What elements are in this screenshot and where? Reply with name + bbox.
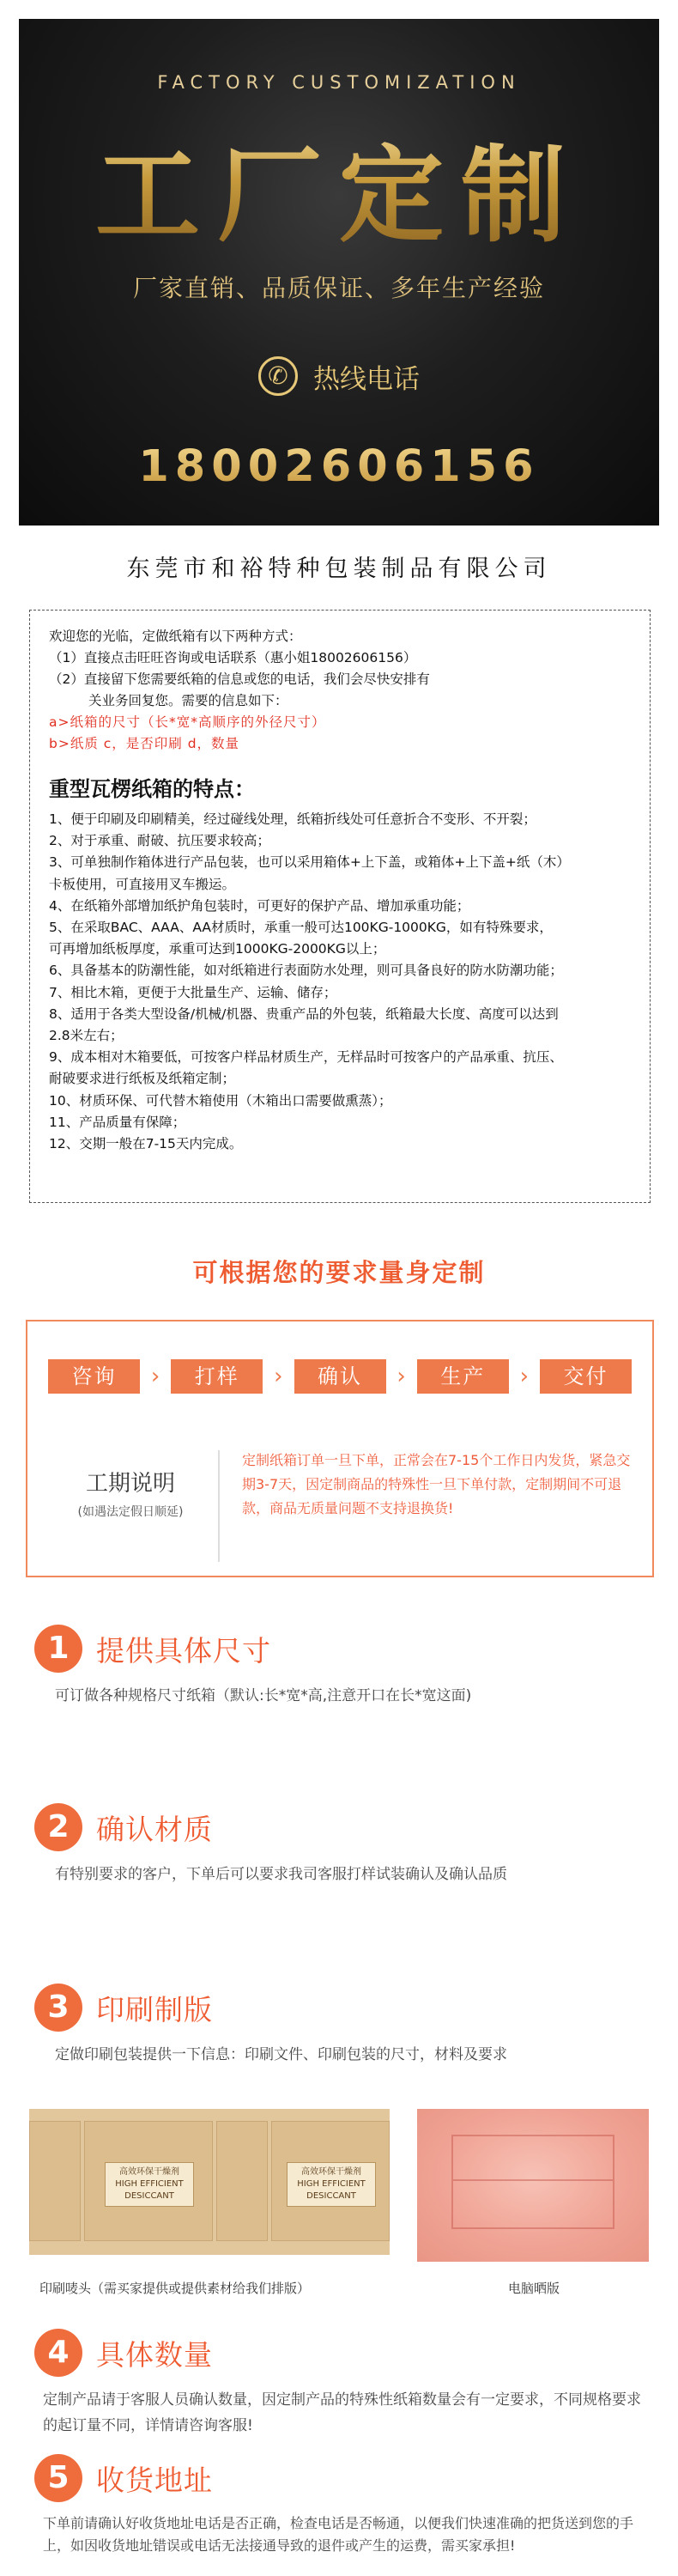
feature-item: 8、适用于各类大型设备/机械/机器、贵重产品的外包装，纸箱最大长度、高度可以达到 [49, 1005, 559, 1022]
period-text: 定制纸箱订单一旦下单，正常会在7-15个工作日内发货，紧急交期3-7天，因定制商品的特殊性一旦下单付款，定制期间不可退款，商品无质量问题不支持退换货! [242, 1452, 631, 1516]
feature-item-cont: 卡板使用，可直接用叉车搬运。 [49, 876, 236, 892]
section-quantity [34, 2329, 652, 2439]
feature-item: 12、交期一般在7-15天内完成。 [49, 1136, 243, 1152]
features-title: 重型瓦楞纸箱的特点： [49, 777, 255, 801]
arrow-icon: › [274, 1364, 283, 1389]
feature-item-cont: 耐破要求进行纸板及纸箱定制； [49, 1071, 236, 1087]
hotline-label: 热线电话 [313, 363, 420, 395]
section-title: 收货地址 [96, 2463, 213, 2497]
feature-item: 2、对于承重、耐破、抗压要求较高； [49, 833, 270, 849]
section-title: 确认材质 [96, 1812, 213, 1846]
section-number: 1 [34, 1625, 82, 1673]
section-address [34, 2454, 652, 2557]
step-sample: 打样 [171, 1359, 263, 1394]
caption-plate: 电脑晒版 [508, 2281, 560, 2296]
feature-item-cont: 可再增加纸板厚度，承重可达到1000KG-2000KG以上； [49, 941, 386, 957]
hero-banner [19, 19, 659, 526]
custom-section-title: 可根据您的要求量身定制 [192, 1258, 486, 1287]
section-title: 印刷制版 [96, 1992, 213, 2026]
company-name: 东莞市和裕特种包装制品有限公司 [126, 556, 552, 582]
section-number: 5 [34, 2454, 82, 2502]
process-box [26, 1320, 654, 1577]
feature-item: 3、可单独制作箱体进行产品包装，也可以采用箱体+上下盖，或箱体+上下盖+纸（木） [49, 854, 570, 871]
hero-tagline: 厂家直销、品质保证、多年生产经验 [132, 274, 545, 302]
carton-print-image [29, 2109, 390, 2255]
caption-print-mark: 印刷唛头（需买家提供或提供素材给我们排版） [39, 2281, 311, 2296]
print-plate-image [417, 2109, 649, 2262]
section-number: 3 [34, 1984, 82, 2032]
step-consult: 咨询 [48, 1359, 140, 1394]
feature-item: 10、材质环保、可代替木箱使用（木箱出口需要做熏蒸）； [49, 1092, 392, 1109]
section-title: 具体数量 [96, 2337, 213, 2372]
section-body: 定制产品请于客服人员确认数量，因定制产品的特殊性纸箱数量会有一定要求，不同规格要求的起订量不同，详情请咨询客服! [43, 2391, 641, 2434]
notice-method-2-cont: 关业务回复您。需要的信息如下： [88, 693, 288, 708]
divider [218, 1450, 220, 1562]
section-body: 可订做各种规格尺寸纸箱（默认:长*宽*高,注意开口在长*宽这面) [55, 1687, 472, 1704]
notice-method-2: （2）直接留下您需要纸箱的信息或您的电话，我们会尽快安排有 [49, 671, 430, 687]
notice-method-1: （1）直接点击旺旺咨询或电话联系（惠小姐18002606156） [49, 650, 417, 665]
notice-box [29, 610, 651, 1203]
period-info [62, 1466, 199, 1520]
carton-panel [29, 2121, 81, 2241]
feature-item: 6、具备基本的防潮性能，如对纸箱进行表面防水处理，则可具备良好的防水防潮功能； [49, 963, 563, 979]
feature-item: 7、相比木箱，更便于大批量生产、运输、储存； [49, 984, 337, 1000]
process-steps [48, 1359, 632, 1394]
section-size [34, 1625, 652, 1709]
feature-item-cont: 2.8米左右； [49, 1028, 124, 1044]
section-material [34, 1803, 652, 1887]
printing-images [29, 2109, 649, 2263]
arrow-icon: › [519, 1364, 530, 1389]
step-deliver: 交付 [540, 1359, 632, 1394]
feature-item: 5、在采取BAC、AAA、AA材质时，承重一般可达100KG-1000KG，如有特殊要求， [49, 920, 553, 936]
hotline [19, 356, 659, 396]
carton-label: 高效环保干燥剂 HIGH EFFICIENT DESICCANT [105, 2162, 194, 2207]
step-produce: 生产 [417, 1359, 509, 1394]
section-body: 下单前请确认好收货地址电话是否正确，检查电话是否畅通，以便我们快速准确的把货送到您的手上，如因收货地址错误或电话无法接通导致的退件或产生的运费，需买家承担! [43, 2515, 634, 2554]
hero-phone-number: 18002606156 [19, 441, 659, 492]
feature-item: 1、便于印刷及印刷精美，经过碰线处理，纸箱折线处可任意折合不变形、不开裂； [49, 811, 536, 827]
arrow-icon: › [150, 1364, 160, 1389]
period-title: 工期说明 [85, 1471, 175, 1497]
carton-label: 高效环保干燥剂 HIGH EFFICIENT DESICCANT [287, 2162, 376, 2207]
phone-icon [258, 356, 298, 396]
step-confirm: 确认 [294, 1359, 386, 1394]
section-number: 2 [34, 1803, 82, 1851]
notice-requirement-a: a>纸箱的尺寸（长*宽*高顺序的外径尺寸） [49, 714, 326, 730]
carton-panel [216, 2121, 268, 2241]
notice-welcome: 欢迎您的光临，定做纸箱有以下两种方式： [49, 629, 302, 644]
section-body: 有特别要求的客户，下单后可以要求我司客服打样试装确认及确认品质 [55, 1866, 507, 1883]
section-title: 提供具体尺寸 [96, 1633, 271, 1668]
hero-subtitle: FACTORY CUSTOMIZATION [157, 72, 521, 93]
feature-item: 11、产品质量有保障； [49, 1114, 186, 1130]
section-body: 定做印刷包装提供一下信息：印刷文件、印刷包装的尺寸，材料及要求 [55, 2046, 507, 2063]
section-printing [34, 1984, 652, 2068]
period-note: (如遇法定假日顺延) [77, 1505, 184, 1519]
section-number: 4 [34, 2329, 82, 2377]
feature-item: 4、在纸箱外部增加纸护角包装时，可更好的保护产品、增加承重功能； [49, 897, 470, 914]
hero-title: 工厂定制 [19, 112, 659, 262]
arrow-icon: › [397, 1364, 406, 1389]
feature-item: 9、成本相对木箱要低，可按客户样品材质生产，无样品时可按客户的产品承重、抗压、 [49, 1049, 563, 1066]
notice-requirement-b: b>纸质 c，是否印刷 d，数量 [49, 736, 240, 751]
